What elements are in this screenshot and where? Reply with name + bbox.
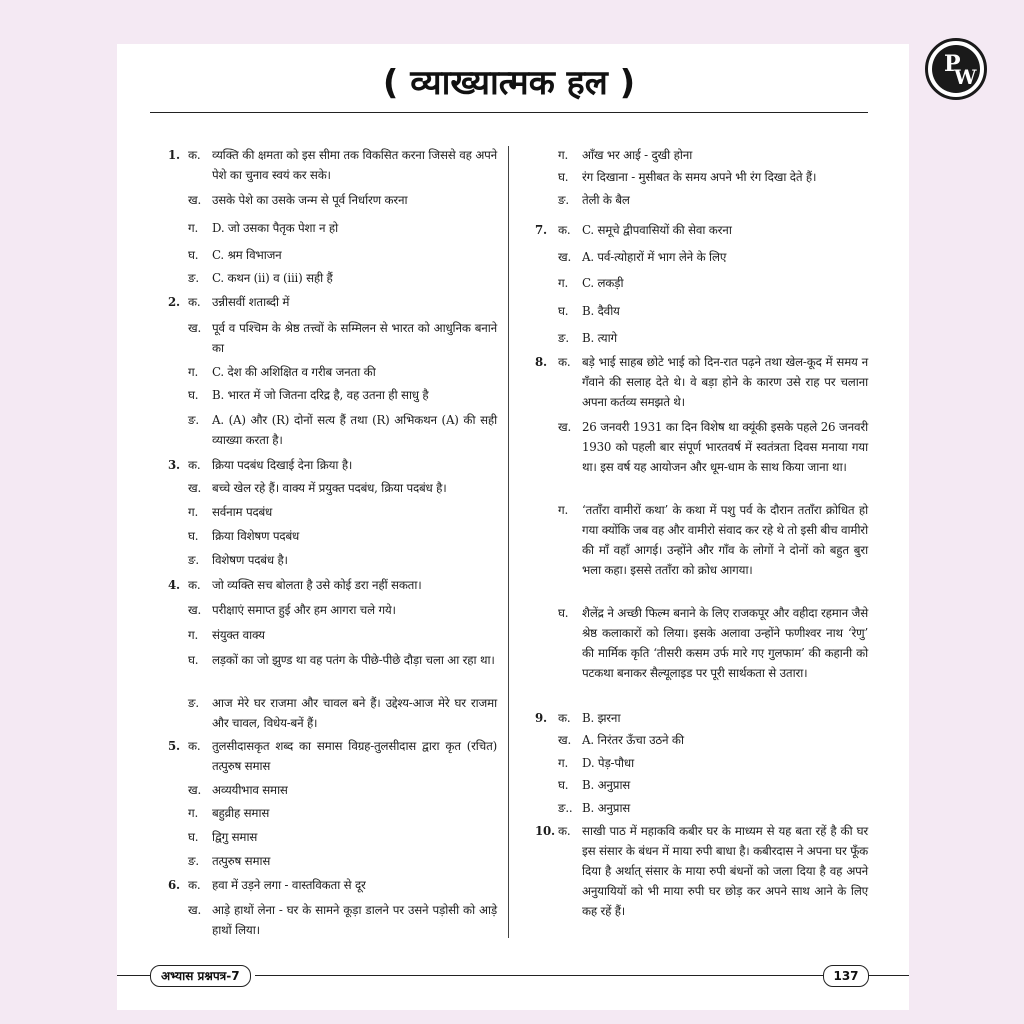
answer-text: हवा में उड़ने लगा - वास्तविकता से दूर bbox=[212, 878, 366, 892]
answer-text: संयुक्त वाक्य bbox=[212, 628, 265, 642]
sub-part-label: घ. bbox=[188, 653, 199, 667]
sub-part-label: क. bbox=[558, 824, 571, 838]
sub-part-label: घ. bbox=[188, 248, 199, 262]
answer-text: ‘तताँरा वामीरों कथा’ के कथा में पशु पर्व के दौरान तताँरा क्रोधित हो गया क्योंकि जब वह और वामीरो संवाद कर रहे थे तो इसी बीच वामीरो की माँ वहाँ आगई। उन्होंने और गाँव के लोगों ने दोनों को बहुत बुरा भला कहा। इससे तताँरा को क्रोध आगया। bbox=[582, 503, 868, 577]
question-number: 3. bbox=[168, 458, 180, 472]
sub-part-label: ख. bbox=[188, 603, 201, 617]
answer-text: सर्वनाम पदबंध bbox=[212, 505, 273, 519]
answer-text: A. (A) और (R) दोनों सत्य हैं तथा (R) अभिकथन (A) की सही व्याख्या करता है। bbox=[212, 413, 497, 447]
answer-text: B. दैवीय bbox=[582, 304, 620, 318]
sub-part-label: क. bbox=[188, 295, 201, 309]
answer-text: शैलेंद्र ने अच्छी फिल्म बनाने के लिए राजकपूर और वहीदा रहमान जैसे श्रेष्ठ कलाकारों को लिया। इसके अलावा उन्होंने फणीश्वर नाथ ‘रेणु’ की मार्मिक कृति ‘तीसरी कसम उर्फ मारे गए गुलफाम’ की कहानी को पटकथा बनाकर सैल्यूलाइड पर पूरी सार्थकता से उतारा। bbox=[582, 606, 868, 680]
question-number: 9. bbox=[535, 711, 547, 725]
sub-part-label: क. bbox=[188, 148, 201, 162]
answer-text: C. लकड़ी bbox=[582, 276, 624, 290]
answer-text: A. पर्व-त्योहारों में भाग लेने के लिए bbox=[582, 250, 727, 264]
sub-part-label: ग. bbox=[188, 505, 198, 519]
answer-text: उन्नीसवीं शताब्दी में bbox=[212, 295, 290, 309]
answer-text: A. निरंतर ऊँचा उठने की bbox=[582, 733, 684, 747]
answer-text: बच्चे खेल रहे हैं। वाक्य में प्रयुक्त पदबंध, क्रिया पदबंध है। bbox=[212, 481, 447, 495]
sub-part-label: ङ. bbox=[558, 193, 569, 207]
question-number: 6. bbox=[168, 878, 180, 892]
answer-text: B. अनुप्रास bbox=[582, 801, 631, 815]
sub-part-label: क. bbox=[558, 711, 571, 725]
sub-part-label: ग. bbox=[188, 806, 198, 820]
sub-part-label: ख. bbox=[188, 903, 201, 917]
sub-part-label: ग. bbox=[558, 148, 568, 162]
answer-text: आज मेरे घर राजमा और चावल बने हैं। उद्देश्य-आज मेरे घर राजमा और चावल, विधेय-बनें हैं। bbox=[212, 696, 497, 730]
sub-part-label: ङ. bbox=[188, 271, 199, 285]
sub-part-label: क. bbox=[188, 578, 201, 592]
answer-text: उसके पेशे का उसके जन्म से पूर्व निर्धारण करना bbox=[212, 193, 408, 207]
answer-text: जो व्यक्ति सच बोलता है उसे कोई डरा नहीं सकता। bbox=[212, 578, 422, 592]
question-number: 10. bbox=[535, 824, 555, 838]
sub-part-label: क. bbox=[558, 223, 571, 237]
answer-text: तेली के बैल bbox=[582, 193, 630, 207]
answer-text: C. देश की अशिक्षित व गरीब जनता की bbox=[212, 365, 376, 379]
sub-part-label: ख. bbox=[188, 321, 201, 335]
answer-text: C. कथन (ii) व (iii) सही हैं bbox=[212, 271, 333, 285]
answer-text: पूर्व व पश्चिम के श्रेष्ठ तत्त्वों के सम्मिलन से भारत को आधुनिक बनाने का bbox=[212, 321, 497, 355]
sub-part-label: घ. bbox=[558, 606, 569, 620]
answer-text: B. अनुप्रास bbox=[582, 778, 631, 792]
sub-part-label: घ. bbox=[558, 170, 569, 184]
answer-text: B. झरना bbox=[582, 711, 621, 725]
footer-rule-middle bbox=[255, 975, 825, 976]
question-number: 7. bbox=[535, 223, 547, 237]
answer-text: द्विगु समास bbox=[212, 830, 258, 844]
logo-letter-w: W bbox=[954, 65, 977, 89]
sub-part-label: ङ. bbox=[188, 854, 199, 868]
answer-text: साखी पाठ में महाकवि कबीर घर के माध्यम से यह बता रहें है की घर इस संसार के बंधन में माया रुपी बाधा है। कबीरदास ने अपना घर फूँक दिया है अर्थात् संसार के माया रुपी बंधनों को जला दिया है वह अपने अनुयायियों को भी माया रुपी घर छोड़ कर अपने साथ आने के लिए कह रहें हैं। bbox=[582, 824, 868, 918]
sub-part-label: ग. bbox=[188, 365, 198, 379]
sub-part-label: घ. bbox=[188, 830, 199, 844]
answer-text: 26 जनवरी 1931 का दिन विशेष था क्यूंकी इसके पहले 26 जनवरी 1930 को पहली बार संपूर्ण भारतवर्ष में स्वतंत्रता दिवस मनाया गया था। इस वर्ष यह आयोजन और धूम-धाम के साथ किया जाना था। bbox=[582, 420, 868, 474]
sub-part-label: ग. bbox=[558, 756, 568, 770]
answer-text: क्रिया पदबंध दिखाई देना क्रिया है। bbox=[212, 458, 353, 472]
footer-section-label: अभ्यास प्रश्नपत्र-7 bbox=[150, 965, 251, 987]
question-number: 1. bbox=[168, 148, 180, 162]
sub-part-label: ङ. bbox=[188, 553, 199, 567]
answer-text: तत्पुरुष समास bbox=[212, 854, 271, 868]
page-title: ( व्याख्यात्मक हल ) bbox=[382, 63, 636, 103]
footer-rule-right bbox=[868, 975, 909, 976]
sub-part-label: ङ. bbox=[188, 413, 199, 427]
question-number: 5. bbox=[168, 739, 180, 753]
answer-text: B. त्यागे bbox=[582, 331, 617, 345]
answer-text: परीक्षाएं समाप्त हुई और हम आगरा चले गये। bbox=[212, 603, 396, 617]
answer-text: क्रिया विशेषण पदबंध bbox=[212, 529, 300, 543]
sub-part-label: ख. bbox=[558, 733, 571, 747]
question-number: 4. bbox=[168, 578, 180, 592]
answer-text: बड़े भाई साहब छोटे भाई को दिन-रात पढ़ने तथा खेल-कूद में समय न गँवाने की सलाह देते थे। वे बड़ा होने के कारण उसे राह पर चलाना अपना कर्तव्य समझते थे। bbox=[582, 355, 868, 409]
sub-part-label: ग. bbox=[188, 628, 198, 642]
logo-letter-p: P bbox=[944, 51, 961, 77]
title-underline bbox=[150, 112, 868, 113]
answer-text: C. श्रम विभाजन bbox=[212, 248, 282, 262]
answer-text: विशेषण पदबंध है। bbox=[212, 553, 288, 567]
answer-text: D. जो उसका पैतृक पेशा न हो bbox=[212, 221, 338, 235]
answer-text: तुलसीदासकृत शब्द का समास विग्रह-तुलसीदास द्वारा कृत (रचित) तत्पुरुष समास bbox=[212, 739, 497, 773]
sub-part-label: घ. bbox=[558, 304, 569, 318]
answer-text: रंग दिखाना - मुसीबत के समय अपने भी रंग दिखा देते हैं। bbox=[582, 170, 817, 184]
sub-part-label: ग. bbox=[558, 503, 568, 517]
sub-part-label: घ. bbox=[558, 778, 569, 792]
sub-part-label: क. bbox=[558, 355, 571, 369]
sub-part-label: घ. bbox=[188, 529, 199, 543]
sub-part-label: क. bbox=[188, 458, 201, 472]
answer-text: बहुव्रीह समास bbox=[212, 806, 270, 820]
page-number: 137 bbox=[823, 965, 869, 987]
sub-part-label: ङ.. bbox=[558, 801, 573, 815]
sub-part-label: क. bbox=[188, 878, 201, 892]
sub-part-label: ङ. bbox=[188, 696, 199, 710]
sub-part-label: ङ. bbox=[558, 331, 569, 345]
answer-text: आड़े हाथों लेना - घर के सामने कूड़ा डालने पर उसने पड़ोसी को आड़े हाथों लिया। bbox=[212, 903, 497, 937]
sub-part-label: ख. bbox=[188, 193, 201, 207]
answer-text: लड़कों का जो झुण्ड था वह पतंग के पीछे-पीछे दौड़ा चला आ रहा था। bbox=[212, 653, 495, 667]
answer-text: C. समूचे द्वीपवासियों की सेवा करना bbox=[582, 223, 732, 237]
pw-logo-icon bbox=[925, 38, 987, 100]
question-number: 8. bbox=[535, 355, 547, 369]
sub-part-label: घ. bbox=[188, 388, 199, 402]
answer-text: B. भारत में जो जितना दरिद्र है, वह उतना ही साधु है bbox=[212, 388, 429, 402]
footer-rule-left bbox=[117, 975, 152, 976]
column-divider bbox=[508, 146, 509, 938]
sub-part-label: ख. bbox=[188, 783, 201, 797]
logo-badge bbox=[932, 45, 980, 93]
question-number: 2. bbox=[168, 295, 180, 309]
sub-part-label: ख. bbox=[558, 420, 571, 434]
sub-part-label: ग. bbox=[188, 221, 198, 235]
answer-text: व्यक्ति की क्षमता को इस सीमा तक विकसित करना जिससे वह अपने पेशे का चुनाव स्वयं कर सके। bbox=[212, 148, 497, 182]
sub-part-label: ख. bbox=[558, 250, 571, 264]
sub-part-label: क. bbox=[188, 739, 201, 753]
answer-text: D. पेड़-पौधा bbox=[582, 756, 635, 770]
sub-part-label: ख. bbox=[188, 481, 201, 495]
answer-text: आँख भर आई - दुखी होना bbox=[582, 148, 693, 162]
sub-part-label: ग. bbox=[558, 276, 568, 290]
answer-text: अव्ययीभाव समास bbox=[212, 783, 288, 797]
